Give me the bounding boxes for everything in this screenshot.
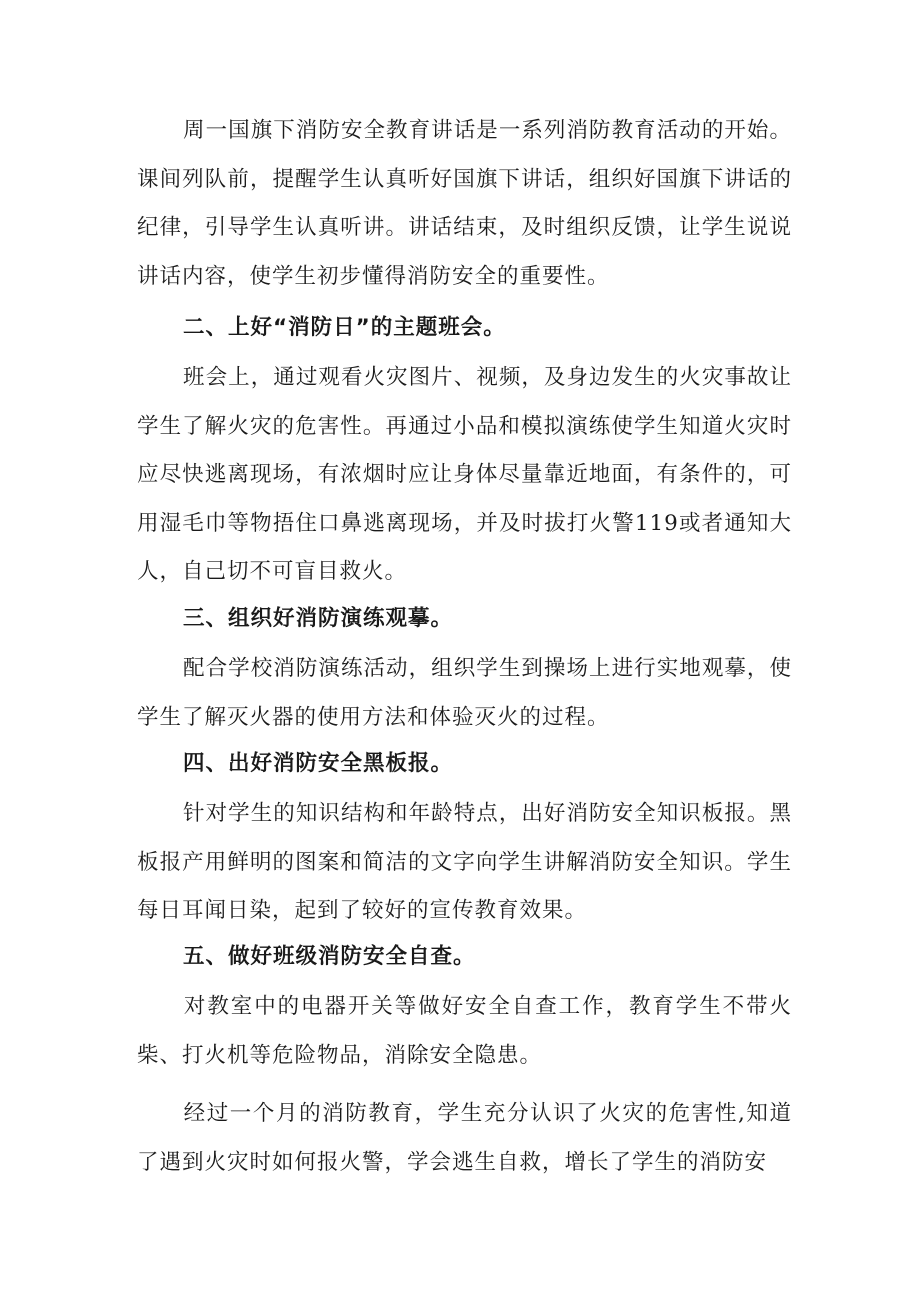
heading-5: 五、做好班级消防安全自查。 bbox=[183, 944, 476, 969]
heading-4: 四、出好消防安全黑板报。 bbox=[183, 751, 454, 776]
heading-2: 二、上好“消防日”的主题班会。 bbox=[183, 315, 506, 340]
paragraph-4: 针对学生的知识结构和年龄特点，出好消防安全知识板报。黑板报产用鲜明的图案和简洁的文字向学生讲解消防安全知识。学生每日耳闻日染，起到了较好的宣传教育效果。 bbox=[137, 801, 792, 923]
paragraph-2: 班会上，通过观看火灾图片、视频，及身边发生的火灾事故让学生了解火灾的危害性。再通过小品和模拟演练使学生知道火灾时应尽快逃离现场，有浓烟时应让身体尽量靠近地面，有条件的，可用湿毛巾等物捂住口鼻逃离现场，并及时拔打火警119或者通知大人，自己切不可盲目救火。 bbox=[137, 365, 792, 584]
paragraph-6: 经过一个月的消防教育，学生充分认识了火灾的危害性,知道了遇到火灾时如何报火警，学会逃生自救，增长了学生的消防安 bbox=[137, 1101, 792, 1175]
heading-3: 三、组织好消防演练观摹。 bbox=[183, 606, 454, 631]
paragraph-5: 对教室中的电器开关等做好安全自查工作，教育学生不带火柴、打火机等危险物品，消除安全隐患。 bbox=[137, 994, 792, 1068]
paragraph-1: 周一国旗下消防安全教育讲话是一系列消防教育活动的开始。课间列队前，提醒学生认真听好国旗下讲话，组织好国旗下讲话的纪律，引导学生认真听讲。讲话结束，及时组织反馈，让学生说说讲话内容，使学生初步懂得消防安全的重要性。 bbox=[137, 118, 792, 289]
paragraph-3: 配合学校消防演练活动，组织学生到操场上进行实地观摹，使学生了解灭火器的使用方法和体验灭火的过程。 bbox=[137, 656, 792, 730]
